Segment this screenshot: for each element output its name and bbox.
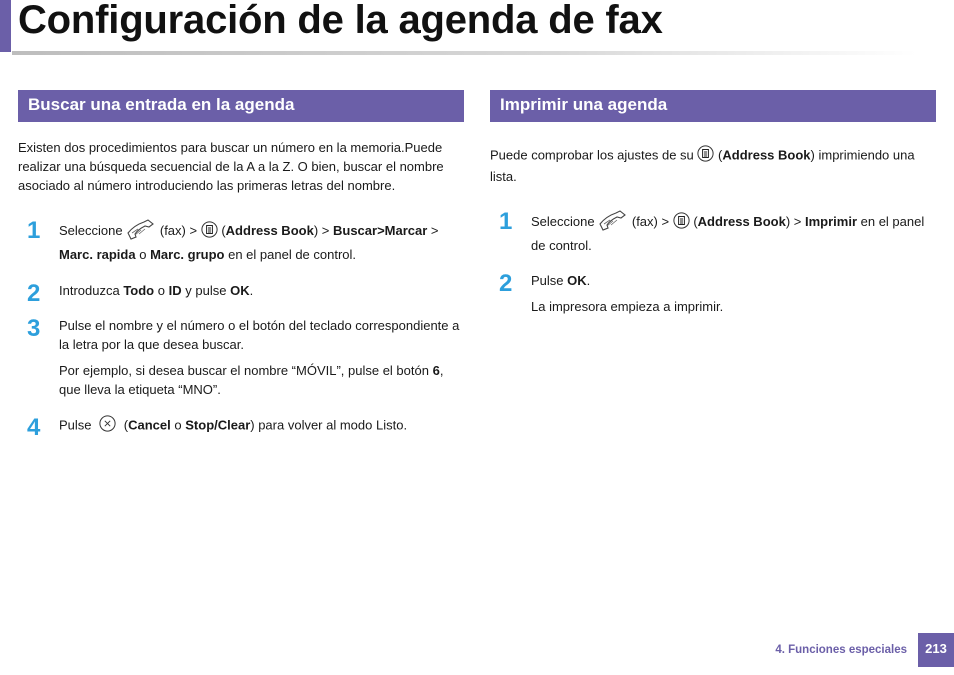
- intro-text-segment: Puede comprobar los ajustes de su: [490, 147, 694, 163]
- step-text-bold: Address Book: [697, 213, 786, 229]
- step-text-segment: Introduzca: [59, 283, 120, 298]
- step-text-segment: .: [249, 283, 254, 298]
- title-divider: [12, 51, 917, 55]
- step-text-segment: ) >: [313, 222, 330, 238]
- step-text: [59, 415, 464, 437]
- address-book-icon: [201, 221, 218, 243]
- step-number: 3: [27, 315, 41, 342]
- step-text-segment: y pulse: [185, 283, 227, 298]
- step-number: 1: [499, 208, 513, 235]
- step-text-segment: (: [693, 213, 698, 229]
- intro-text-bold: Address Book: [722, 147, 811, 163]
- print-intro: [490, 145, 936, 186]
- step-text-bold: Marc. grupo: [150, 247, 225, 262]
- step-text-segment: en el panel de control.: [531, 213, 925, 253]
- step-text-bold: Cancel: [128, 417, 171, 433]
- page-title: Configuración de la agenda de fax: [18, 0, 663, 42]
- stop-clear-icon: [99, 415, 116, 437]
- step-text-bold: ID: [168, 283, 182, 298]
- search-step-4: [18, 414, 464, 441]
- step-text: [531, 271, 936, 290]
- step-text-bold: Buscar>Marcar: [332, 222, 428, 238]
- step-text-bold: Todo: [123, 283, 155, 298]
- footer-chapter: 4. Funciones especiales: [775, 644, 907, 656]
- step-text-segment: en el panel de control.: [228, 247, 357, 262]
- step-text-segment: Pulse: [59, 417, 92, 433]
- step-number: 2: [27, 280, 41, 307]
- step-text-bold: OK: [230, 283, 250, 298]
- step-text-bold: Address Book: [225, 222, 314, 238]
- step-number: 2: [499, 270, 513, 297]
- search-step-2: [18, 280, 464, 307]
- print-step-2: [490, 271, 936, 316]
- search-step-3: [18, 316, 464, 399]
- step-text-bold: Stop/Clear: [185, 417, 251, 433]
- fax-handset-icon: [598, 209, 628, 236]
- step-text-segment: ) >: [785, 213, 802, 229]
- step-text-segment: (fax) >: [631, 213, 670, 229]
- step-text-segment: o: [139, 247, 147, 262]
- intro-text-segment: (: [718, 147, 723, 163]
- step-text-segment: ) para volver al modo Listo.: [250, 417, 408, 433]
- step-text-segment: Pulse: [531, 273, 564, 288]
- title-accent-bar: [0, 0, 11, 52]
- step-text-bold: Marc. rapida: [59, 247, 136, 262]
- section-heading-search: Buscar una entrada en la agenda: [18, 90, 464, 122]
- step-result: La impresora empieza a imprimir.: [531, 299, 724, 314]
- left-column: [18, 90, 464, 441]
- step-text-bold: Imprimir: [804, 213, 857, 229]
- step-text-bold: 6: [432, 363, 440, 378]
- address-book-icon: [697, 145, 714, 167]
- step-number: 1: [27, 217, 41, 244]
- address-book-icon: [673, 212, 690, 234]
- step-text: [59, 218, 464, 264]
- step-text-segment: (: [221, 222, 226, 238]
- step-text-segment: (fax) >: [159, 222, 198, 238]
- search-intro: Existen dos procedimientos para buscar un número en la memoria.Puede realizar una búsqueda secuencial de la A a la Z. O bien, buscar el nombre asociado al número introduciendo las primeras letras del nombre.: [18, 140, 444, 193]
- step-text-segment: (: [123, 417, 129, 433]
- section-heading-print: Imprimir una agenda: [490, 90, 936, 122]
- step-text-segment: .: [586, 273, 591, 288]
- step-text-segment: >: [430, 222, 439, 238]
- step-text: Pulse el nombre y el número o el botón del teclado correspondiente a la letra por la que desea buscar.: [59, 318, 460, 352]
- step-text-segment: Por ejemplo, si desea buscar el nombre “MÓVIL”, pulse el botón: [59, 363, 429, 378]
- step-text-bold: OK: [567, 273, 587, 288]
- intro-text-segment: ) imprimiendo una lista.: [490, 147, 915, 184]
- step-text: [59, 281, 464, 300]
- search-step-1: [18, 218, 464, 264]
- print-step-1: [490, 209, 936, 255]
- step-text-segment: Seleccione: [59, 222, 123, 238]
- fax-handset-icon: [126, 218, 156, 245]
- step-number: 4: [27, 414, 41, 441]
- step-text-segment: , que lleva la etiqueta “MNO”.: [59, 363, 444, 397]
- right-column: [490, 90, 936, 316]
- step-example: [59, 361, 464, 399]
- step-text-segment: o: [174, 417, 182, 433]
- step-text: [531, 209, 936, 255]
- step-text-segment: Seleccione: [531, 213, 595, 229]
- page-number-badge: 213: [918, 633, 954, 667]
- step-text-segment: o: [157, 283, 165, 298]
